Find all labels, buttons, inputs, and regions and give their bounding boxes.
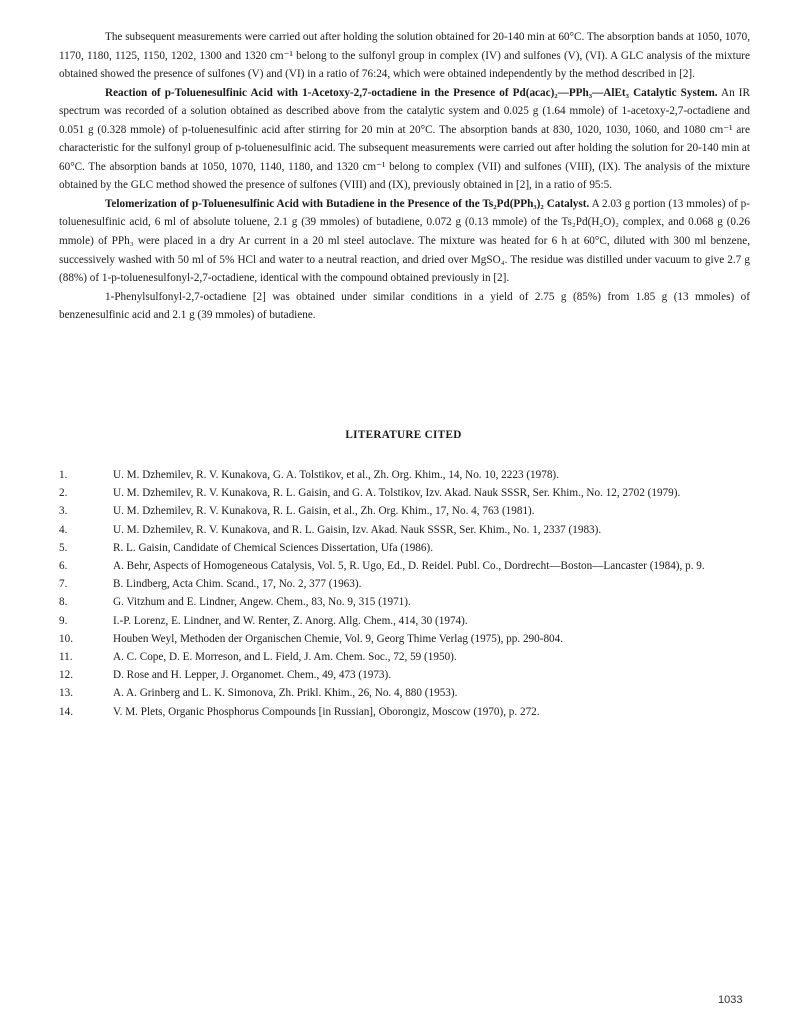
reference-text: U. M. Dzhemilev, R. V. Kunakova, R. L. Gaisin, and G. A. Tolstikov, Izv. Akad. Nauk SSSR, Ser. Khim., No. 12, 2702 (1979). bbox=[113, 487, 681, 500]
reference-number: 13. bbox=[59, 687, 73, 700]
reference-number: 1. bbox=[59, 469, 68, 481]
reference-text: U. M. Dzhemilev, R. V. Kunakova, R. L. Gaisin, et al., Zh. Org. Khim., 17, No. 4, 763 (1981). bbox=[113, 505, 535, 518]
reference-number: 14. bbox=[59, 705, 73, 718]
reference-text: R. L. Gaisin, Candidate of Chemical Sciences Dissertation, Ufa (1986). bbox=[113, 541, 434, 554]
reference-item bbox=[59, 466, 754, 484]
reference-text: Houben Weyl, Methoden der Organischen Chemie, Vol. 9, Georg Thime Verlag (1975), pp. 290-804. bbox=[113, 632, 564, 645]
paragraph-phenylsulfonyl: 1-Phenylsulfonyl-2,7-octadiene [2] was obtained under similar conditions in a yield of 2.75 g (85%) from 1.85 g (13 mmoles) of benzenesulfinic acid and 2.1 g (39 mmoles) of butadiene. bbox=[59, 290, 750, 322]
reference-text: A. A. Grinberg and L. K. Simonova, Zh. Prikl. Khim., 26, No. 4, 880 (1953). bbox=[113, 687, 458, 700]
reference-number: 10. bbox=[59, 632, 73, 645]
reference-number: 9. bbox=[59, 614, 68, 627]
run-in-heading: Reaction of p-Toluenesulfinic Acid with 1-Acetoxy-2,7-octadiene in the Presence of Pd(acac)₂—PPh₃—AlEt₃ Catalytic System. bbox=[105, 86, 718, 99]
reference-text: B. Lindberg, Acta Chim. Scand., 17, No. 2, 377 (1963). bbox=[113, 578, 362, 591]
reference-item bbox=[59, 630, 754, 648]
reference-number: 7. bbox=[59, 578, 68, 591]
reference-number: 2. bbox=[59, 487, 68, 500]
body-text bbox=[59, 28, 750, 325]
reference-item bbox=[59, 612, 754, 630]
reference-item bbox=[59, 502, 754, 520]
reference-number: 5. bbox=[59, 541, 68, 554]
reference-text: A. Behr, Aspects of Homogeneous Catalysis, Vol. 5, R. Ugo, Ed., D. Reidel. Publ. Co., Dordrecht—Boston—Lancaster (1984), p. 9. bbox=[113, 560, 705, 573]
paragraph-telomerization bbox=[59, 195, 750, 288]
reference-item bbox=[59, 703, 754, 721]
reference-item bbox=[59, 539, 754, 557]
paragraph-acetoxy-octadiene bbox=[59, 84, 750, 195]
reference-item bbox=[59, 648, 754, 666]
reference-item bbox=[59, 593, 754, 611]
reference-number: 3. bbox=[59, 505, 68, 518]
reference-number: 4. bbox=[59, 523, 68, 536]
paragraph-body: An IR spectrum was recorded of a solution obtained as described above from the catalytic system and 0.025 g (1.64 mmole) of 1-acetoxy-2,7-octadiene and 0.051 g (0.328 mmole) of p-toluenesulfinic acid after stirring for 20 min at 20°C. The absorption bands at 830, 1020, 1030, 1060, and 1080 cm⁻¹ are characteristic for the sulfonyl group of p-toluenesulfinic acid. The subsequent measurements were carried out after holding the solution for 20-140 min at 60°C. The absorption bands at 1050, 1070, 1140, 1180, and 1320 cm⁻¹ belong to complex (VII) and sulfones (VIII), (IX). The analysis of the mixture obtained by the GLC method showed the presence of sulfones (VIII) and (IX), previously obtained in [2], in a ratio of 95:5. bbox=[59, 86, 750, 192]
reference-item bbox=[59, 684, 754, 702]
reference-text: I.-P. Lorenz, E. Lindner, and W. Renter, Z. Anorg. Allg. Chem., 414, 30 (1974). bbox=[113, 614, 468, 627]
reference-text: A. C. Cope, D. E. Morreson, and L. Field, J. Am. Chem. Soc., 72, 59 (1950). bbox=[113, 651, 457, 664]
reference-text: D. Rose and H. Lepper, J. Organomet. Chem., 49, 473 (1973). bbox=[113, 669, 392, 682]
reference-number: 6. bbox=[59, 560, 68, 573]
reference-item bbox=[59, 484, 754, 502]
reference-item bbox=[59, 521, 754, 539]
reference-text: G. Vitzhum and E. Lindner, Angew. Chem., 83, No. 9, 315 (1971). bbox=[113, 596, 411, 609]
paragraph-body: A 2.03 g portion (13 mmoles) of p-toluenesulfinic acid, 6 ml of absolute toluene, 2.1 g (39 mmoles) of butadiene, 0.072 g (0.13 mmole) of the Ts₂Pd(H₂O)₂ complex, and 0.068 g (0.26 mmole) of PPh₃ were placed in a dry Ar current in a 20 ml steel autoclave. The mixture was heated for 6 h at 60°C, diluted with 300 ml benzene, successively washed with 50 ml of 5% HCl and water to a neutral reaction, and dried over MgSO₄. The residue was distilled under vacuum to give 2.7 g (88%) of 1-p-toluenesulfonyl-2,7-octadiene, identical with the compound obtained previously in [2]. bbox=[59, 197, 750, 285]
reference-number: 8. bbox=[59, 596, 68, 609]
reference-text: U. M. Dzhemilev, R. V. Kunakova, G. A. Tolstikov, et al., Zh. Org. Khim., 14, No. 10, 2223 (1978). bbox=[113, 469, 559, 481]
literature-cited-heading: LITERATURE CITED bbox=[345, 429, 462, 441]
reference-text: U. M. Dzhemilev, R. V. Kunakova, and R. L. Gaisin, Izv. Akad. Nauk SSSR, Ser. Khim., No. 1, 2337 (1983). bbox=[113, 523, 602, 536]
reference-item bbox=[59, 557, 754, 575]
reference-number: 11. bbox=[59, 651, 73, 664]
reference-item bbox=[59, 575, 754, 593]
reference-list bbox=[59, 466, 754, 721]
reference-number: 12. bbox=[59, 669, 73, 682]
reference-item bbox=[59, 666, 754, 684]
paragraph-ir-measurements: The subsequent measurements were carried out after holding the solution obtained for 20-140 min at 60°C. The absorption bands at 1050, 1070, 1170, 1180, 1125, 1150, 1202, 1300 and 1320 cm⁻¹ belong to the sulfonyl group in complex (IV) and sulfones (V), (VI). A GLC analysis of the mixture obtained showed the presence of sulfones (V) and (VI) in a ratio of 76:24, which were obtained independently by the method described in [2]. bbox=[59, 31, 750, 81]
reference-text: V. M. Plets, Organic Phosphorus Compounds [in Russian], Oborongiz, Moscow (1970), p. 272. bbox=[113, 705, 540, 718]
page-number: 1033 bbox=[718, 994, 743, 1006]
run-in-heading: Telomerization of p-Toluenesulfinic Acid with Butadiene in the Presence of the Ts₂Pd(PPh₃)₂ Catalyst. bbox=[105, 197, 590, 210]
